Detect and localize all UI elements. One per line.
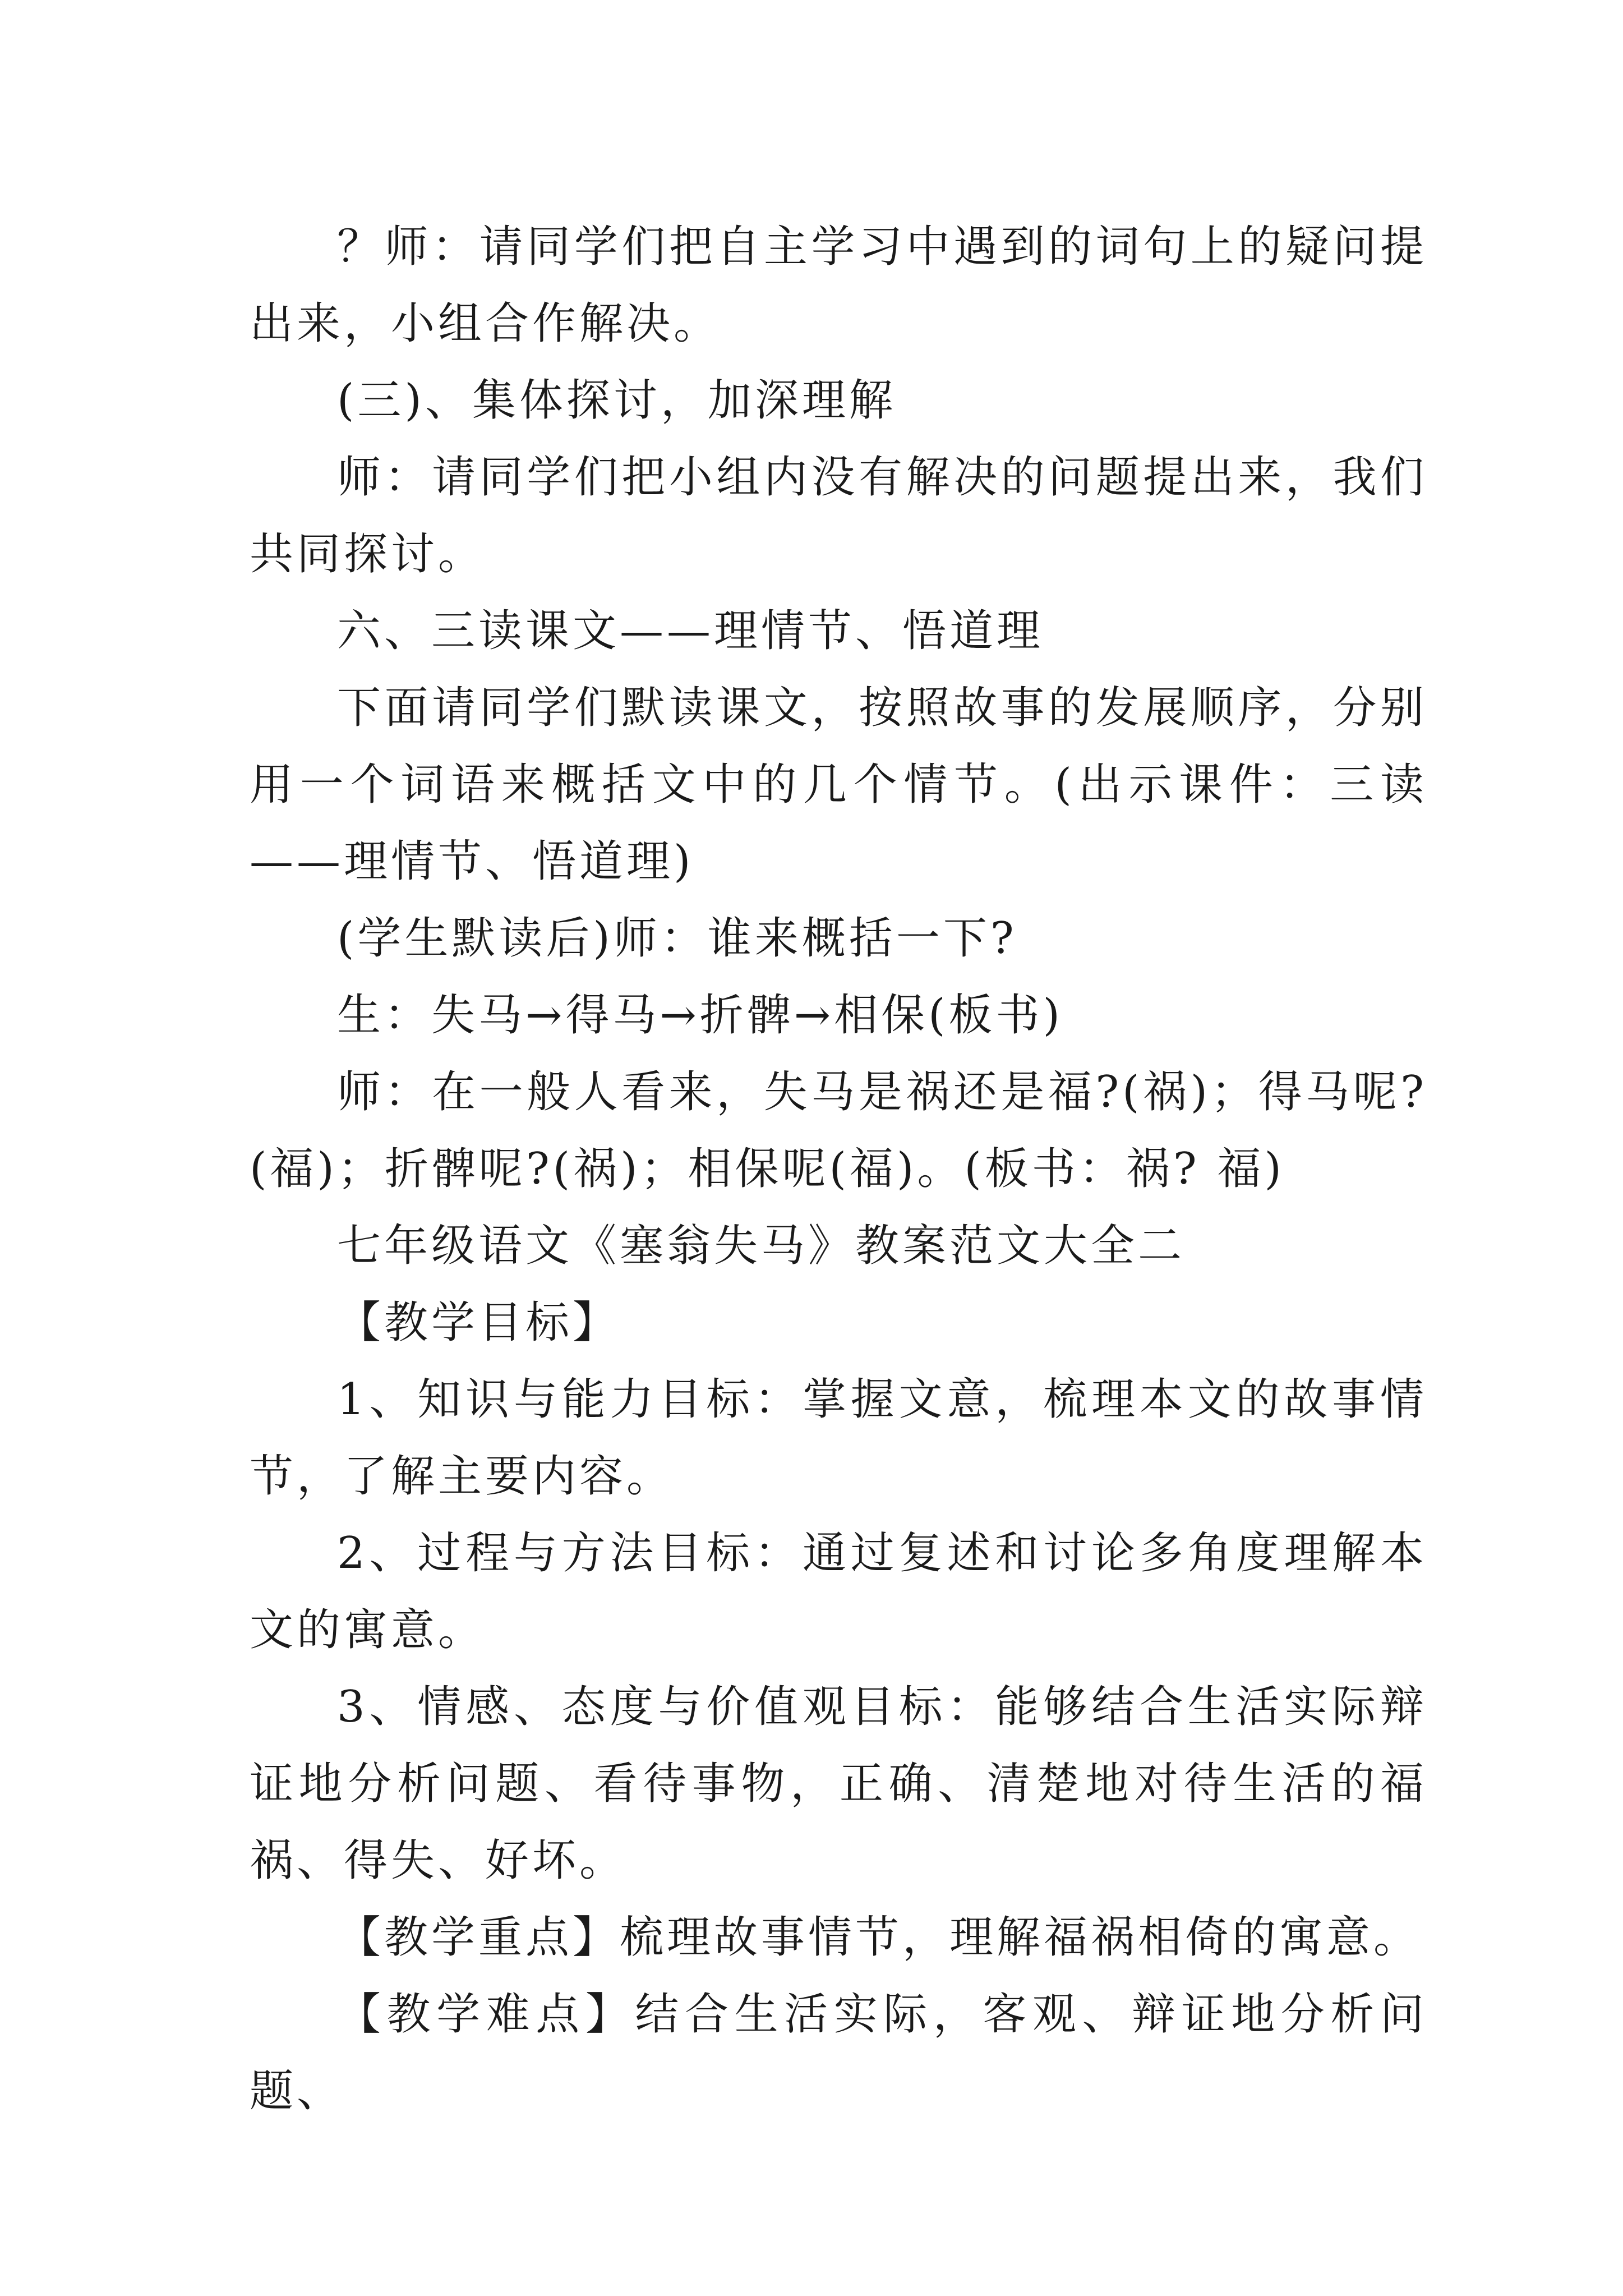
paragraph-objective-1: 1、知识与能力目标：掌握文意，梳理本文的故事情节，了解主要内容。 bbox=[250, 1374, 1427, 1502]
paragraph-objective-2: 2、过程与方法目标：通过复述和讨论多角度理解本文的寓意。 bbox=[250, 1528, 1427, 1655]
paragraph-section-three: (三)、集体探讨，加深理解 bbox=[337, 375, 896, 426]
paragraph-student-answer: 生：失马→得马→折髀→相保(板书) bbox=[337, 990, 1063, 1041]
paragraph-difficult-point: 【教学难点】结合生活实际，客观、辩证地分析问题、 bbox=[250, 1989, 1427, 2116]
paragraph-key-point: 【教学重点】梳理故事情节，理解福祸相倚的寓意。 bbox=[337, 1912, 1421, 1963]
paragraph-objectives-heading: 【教学目标】 bbox=[337, 1297, 620, 1348]
paragraph-silent-reading: 下面请同学们默读课文，按照故事的发展顺序，分别用一个词语来概括文中的几个情节。(出示课件：三读——理情节、悟道理) bbox=[250, 683, 1427, 887]
paragraph-summary-question: (学生默读后)师：谁来概括一下? bbox=[337, 913, 1017, 964]
paragraph-section-six: 六、三读课文——理情节、悟道理 bbox=[337, 606, 1044, 656]
paragraph-question-group: ？师：请同学们把自主学习中遇到的词句上的疑问提出来，小组合作解决。 bbox=[250, 222, 1427, 349]
document-body bbox=[250, 209, 1427, 2130]
paragraph-objective-3: 3、情感、态度与价值观目标：能够结合生活实际辩证地分析问题、看待事物，正确、清楚地对待生活的福祸、得失、好坏。 bbox=[250, 1682, 1427, 1886]
paragraph-group-discussion: 师：请同学们把小组内没有解决的问题提出来，我们共同探讨。 bbox=[250, 452, 1427, 579]
paragraph-lesson-title: 七年级语文《塞翁失马》教案范文大全二 bbox=[337, 1221, 1186, 1271]
paragraph-fortune-analysis: 师：在一般人看来，失马是祸还是福?(祸)；得马呢?(福)；折髀呢?(祸)；相保呢(福)。(板书：祸? 福) bbox=[250, 1067, 1427, 1194]
